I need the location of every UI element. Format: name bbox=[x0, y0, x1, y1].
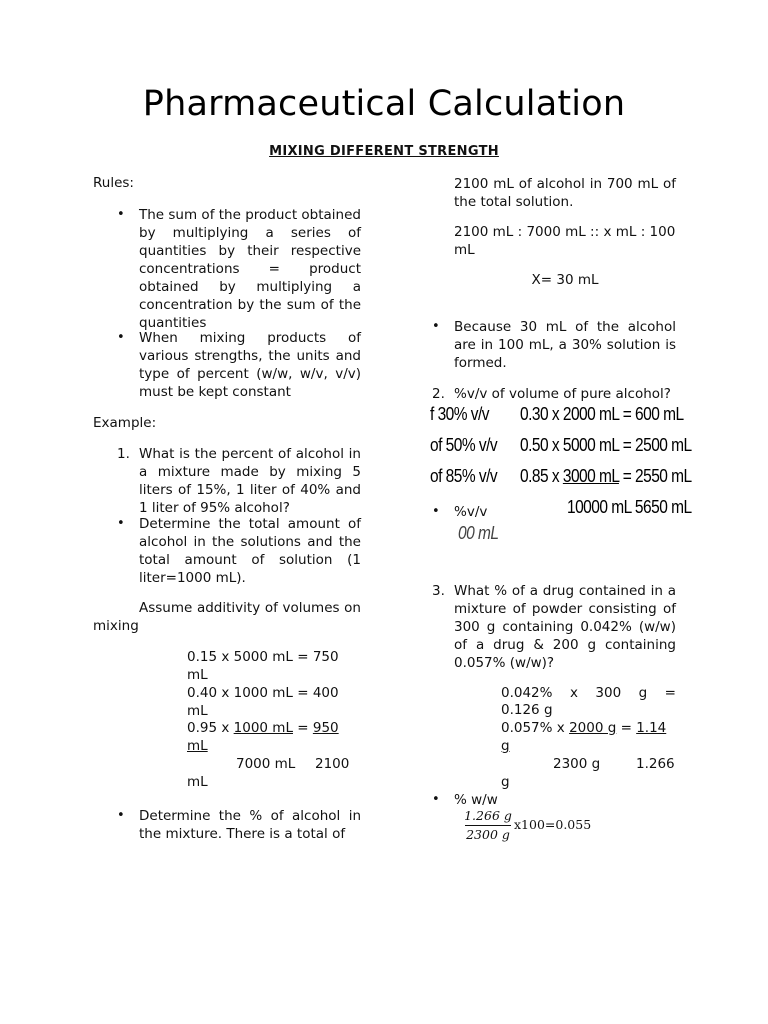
scan-result: = 2550 mL bbox=[618, 466, 692, 486]
calc-product: 950 bbox=[312, 720, 339, 736]
scan-fragment: 00 mL bbox=[458, 523, 499, 543]
fraction-bar bbox=[465, 825, 511, 826]
conclusion-item: • Because 30 mL of the alcohol are in 100 mL, a 30% solution is formed. bbox=[454, 318, 676, 372]
document-title: Pharmaceutical Calculation bbox=[142, 84, 626, 124]
total-volume: 7000 mL bbox=[236, 756, 296, 772]
scanned-calculation-image bbox=[430, 404, 710, 554]
scan-calc-3 bbox=[520, 466, 692, 487]
weight-equals: = bbox=[616, 720, 637, 736]
list-number: 3. bbox=[432, 583, 445, 599]
weight-calc-1: 0.042% x 300 g = bbox=[501, 685, 676, 701]
weight-total-drug: 1.266 bbox=[636, 756, 675, 772]
example-question-3 bbox=[432, 582, 676, 672]
assumption-note: Assume additivity of volumes on mixing bbox=[93, 600, 361, 634]
step-item-2: • Determine the % of alcohol in the mixture. There is a total of bbox=[139, 807, 361, 843]
ratio-equation: 2100 mL : 7000 mL :: x mL : 100 mL bbox=[454, 224, 676, 258]
calc-line-2: 0.40 x 1000 mL = 400 bbox=[187, 685, 339, 701]
question-text: What % of a drug contained in a mixture of powder consisting of 300 g containing 0.042% (w/w) of a drug & 200 g containing 0.057% (w/w)? bbox=[454, 583, 676, 671]
total-unit: mL bbox=[187, 774, 208, 790]
rule-item-1: • The sum of the product obtained by multiplying a series of quantities by their respective concentrations = product obtained by multiplying a concentration by the sum of the quantities bbox=[139, 206, 361, 332]
weight-calc-2-unit: g bbox=[501, 738, 510, 754]
fraction-equation bbox=[464, 808, 614, 844]
scan-label-1: f 30% v/v bbox=[430, 404, 490, 424]
total-alcohol: 2100 bbox=[315, 756, 350, 772]
list-number: 1. bbox=[117, 446, 130, 462]
scan-calc-2: 0.50 x 5000 mL = 2500 mL bbox=[520, 435, 692, 455]
scan-volume: 3000 mL bbox=[562, 466, 619, 486]
question-text: %v/v of volume of pure alcohol? bbox=[454, 386, 671, 402]
example-question-2 bbox=[432, 385, 676, 403]
calc-line-3-unit: mL bbox=[187, 738, 208, 754]
weight-factor: 0.057% x bbox=[501, 720, 570, 736]
rules-heading: Rules: bbox=[93, 175, 134, 191]
continued-text: 2100 mL of alcohol in 700 mL of the total solution. bbox=[454, 176, 676, 210]
scan-label-3: of 85% v/v bbox=[430, 466, 498, 486]
rule-item-2: • When mixing products of various strengths, the units and type of percent (w/w, w/v, v/v) must be kept constant bbox=[139, 329, 361, 401]
weight-calc-2 bbox=[501, 719, 666, 737]
calc-factor: 0.95 x bbox=[187, 720, 234, 736]
example-heading: Example: bbox=[93, 415, 157, 431]
weight-calc-1-result: 0.126 g bbox=[501, 702, 553, 718]
scan-label-2: of 50% v/v bbox=[430, 435, 498, 455]
scan-totals: 10000 mL 5650 mL bbox=[567, 497, 692, 517]
example-question-1 bbox=[117, 445, 361, 517]
calc-line-2-unit: mL bbox=[187, 703, 208, 719]
section-heading: MIXING DIFFERENT STRENGTH bbox=[269, 144, 499, 159]
weight-total-unit: g bbox=[501, 774, 510, 790]
question-text: What is the percent of alcohol in a mixture made by mixing 5 liters of 15%, 1 liter of 40% and 1 liter of 95% alcohol? bbox=[139, 446, 361, 516]
calc-equals: = bbox=[292, 720, 313, 736]
calc-line-3 bbox=[187, 719, 339, 737]
calc-line-1: 0.15 x 5000 mL = 750 bbox=[187, 649, 339, 665]
step-item-1: • Determine the total amount of alcohol in the solutions and the total amount of solution (1 liter=1000 mL). bbox=[139, 515, 361, 587]
fraction-numerator: 1.266 g bbox=[464, 808, 512, 823]
scan-calc-1: 0.30 x 2000 mL = 600 mL bbox=[520, 404, 684, 424]
percent-ww-item: • % w/w bbox=[454, 791, 498, 809]
weight-mass: 2000 g bbox=[569, 720, 617, 736]
weight-product: 1.14 bbox=[636, 720, 667, 736]
scan-factor: 0.85 x bbox=[520, 466, 563, 486]
x-result: X= 30 mL bbox=[531, 272, 599, 288]
percent-vv-item: • %v/v bbox=[454, 503, 487, 521]
weight-total-mass: 2300 g bbox=[553, 756, 601, 772]
calc-line-1-unit: mL bbox=[187, 667, 208, 683]
list-number: 2. bbox=[432, 386, 445, 402]
fraction-denominator: 2300 g bbox=[466, 827, 510, 842]
calc-volume: 1000 mL bbox=[233, 720, 293, 736]
fraction-result: x100=0.055 bbox=[514, 817, 592, 832]
